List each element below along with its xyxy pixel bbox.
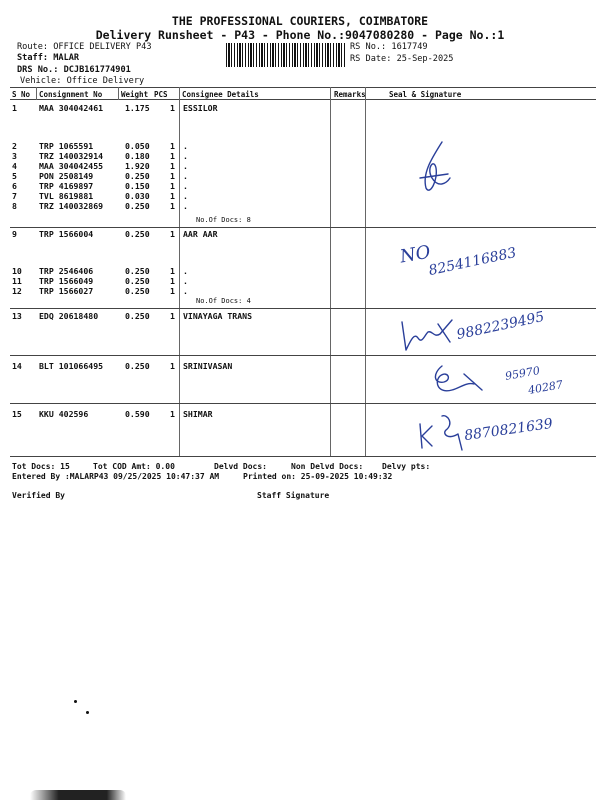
cell-name: . — [183, 201, 188, 211]
rs-number: RS No.: 1617749 — [350, 42, 428, 52]
cell-pcs: 1 — [170, 161, 175, 171]
cell-name: VINAYAGA TRANS — [183, 311, 253, 321]
cell-pcs: 1 — [170, 266, 175, 276]
cell-sno: 8 — [12, 201, 17, 211]
divider — [365, 87, 366, 457]
cell-wt: 1.920 — [125, 161, 150, 171]
entered-by: Entered By :MALARP43 09/25/2025 10:47:37 AM — [12, 472, 220, 481]
cell-sno: 5 — [12, 171, 17, 181]
cell-pcs: 1 — [170, 276, 175, 286]
cell-name: . — [183, 181, 188, 191]
cell-sno: 7 — [12, 191, 17, 201]
signature-1 — [412, 138, 462, 198]
cell-name: . — [183, 266, 188, 276]
vehicle-label: Vehicle: Office Delivery — [20, 76, 145, 86]
cell-pcs: 1 — [170, 409, 175, 419]
cell-cons: KKU 402596 — [39, 409, 89, 419]
scan-speck — [86, 711, 89, 714]
cell-name: . — [183, 171, 188, 181]
staff-label: Staff: MALAR — [17, 53, 80, 63]
cell-sno: 13 — [12, 311, 22, 321]
cell-pcs: 1 — [170, 286, 175, 296]
cell-cons: EDQ 20618480 — [39, 311, 99, 321]
cell-cons: TRZ 140032914 — [39, 151, 104, 161]
cell-pcs: 1 — [170, 141, 175, 151]
cell-sno: 6 — [12, 181, 17, 191]
col-pcs: PCS — [154, 90, 168, 99]
printed-on: Printed on: 25-09-2025 10:49:32 — [243, 472, 393, 481]
cell-cons: MAA 304042461 — [39, 103, 104, 113]
non-delivered-docs: Non Delvd Docs: — [291, 462, 364, 471]
cell-cons: BLT 101066495 — [39, 361, 104, 371]
route-label: Route: OFFICE DELIVERY P43 — [17, 42, 152, 52]
cell-wt: 0.250 — [125, 286, 150, 296]
cell-sno: 2 — [12, 141, 17, 151]
cell-sno: 12 — [12, 286, 22, 296]
col-seal: Seal & Signature — [389, 90, 462, 99]
company-name: THE PROFESSIONAL COURIERS, COIMBATORE — [171, 14, 429, 28]
divider — [36, 87, 37, 100]
cell-pcs: 1 — [170, 151, 175, 161]
cell-wt: 0.590 — [125, 409, 150, 419]
cell-wt: 0.030 — [125, 191, 150, 201]
group-separator — [10, 355, 596, 356]
cell-name: . — [183, 161, 188, 171]
col-weight: Weight — [121, 90, 149, 99]
cell-cons: TRP 1566027 — [39, 286, 94, 296]
cell-cons: TVL 8619881 — [39, 191, 94, 201]
col-remarks: Remarks — [334, 90, 366, 99]
cell-pcs: 1 — [170, 191, 175, 201]
cell-sno: 9 — [12, 229, 17, 239]
total-docs: Tot Docs: 15 — [12, 462, 70, 471]
divider — [118, 87, 119, 100]
col-sno: S No — [12, 90, 31, 99]
drs-number: DRS No.: DCJB161774901 — [17, 65, 131, 75]
group-docs-count: No.Of Docs: 4 — [196, 297, 251, 305]
cell-wt: 0.250 — [125, 266, 150, 276]
cell-cons: TRP 2546406 — [39, 266, 94, 276]
cell-cons: MAA 304042455 — [39, 161, 104, 171]
cell-pcs: 1 — [170, 103, 175, 113]
cell-name: . — [183, 141, 188, 151]
verified-by: Verified By — [12, 491, 65, 500]
col-consignment: Consignment No — [39, 90, 103, 99]
cell-wt: 0.250 — [125, 201, 150, 211]
cell-cons: TRZ 140032869 — [39, 201, 104, 211]
rs-date: RS Date: 25-Sep-2025 — [350, 54, 454, 64]
cell-cons: TRP 1566049 — [39, 276, 94, 286]
cell-sno: 15 — [12, 409, 22, 419]
cell-name: SRINIVASAN — [183, 361, 233, 371]
cell-wt: 0.180 — [125, 151, 150, 161]
table-bottom-border — [10, 456, 596, 457]
cell-cons: TRP 4169897 — [39, 181, 94, 191]
group-separator — [10, 227, 596, 228]
cell-pcs: 1 — [170, 171, 175, 181]
cell-cons: TRP 1065591 — [39, 141, 94, 151]
cell-wt: 0.250 — [125, 276, 150, 286]
cell-wt: 0.250 — [125, 229, 150, 239]
group-separator — [10, 308, 596, 309]
cell-name: . — [183, 286, 188, 296]
cell-sno: 1 — [12, 103, 17, 113]
cell-name: SHIMAR — [183, 409, 213, 419]
cell-wt: 1.175 — [125, 103, 150, 113]
cell-wt: 0.250 — [125, 311, 150, 321]
barcode — [226, 43, 346, 67]
cell-name: ESSILOR — [183, 103, 218, 113]
scan-edge-shadow — [30, 790, 126, 800]
cell-wt: 0.250 — [125, 171, 150, 181]
cell-pcs: 1 — [170, 311, 175, 321]
cell-sno: 3 — [12, 151, 17, 161]
col-consignee: Consignee Details — [182, 90, 259, 99]
cell-sno: 4 — [12, 161, 17, 171]
cell-sno: 10 — [12, 266, 22, 276]
cell-pcs: 1 — [170, 229, 175, 239]
total-cod: Tot COD Amt: 0.00 — [93, 462, 175, 471]
cell-cons: TRP 1566004 — [39, 229, 94, 239]
cell-sno: 14 — [12, 361, 22, 371]
cell-name: AAR AAR — [183, 229, 218, 239]
cell-cons: PON 2508149 — [39, 171, 94, 181]
cell-name: . — [183, 151, 188, 161]
group-separator — [10, 403, 596, 404]
cell-sno: 11 — [12, 276, 22, 286]
cell-name: . — [183, 276, 188, 286]
scan-speck — [74, 700, 77, 703]
cell-wt: 0.250 — [125, 361, 150, 371]
table-top-border — [10, 87, 596, 88]
cell-pcs: 1 — [170, 181, 175, 191]
cell-name: . — [183, 191, 188, 201]
staff-signature: Staff Signature — [257, 491, 330, 500]
cell-wt: 0.050 — [125, 141, 150, 151]
cell-pcs: 1 — [170, 201, 175, 211]
header-bottom-border — [10, 99, 596, 100]
runsheet-subtitle: Delivery Runsheet - P43 - Phone No.:9047080280 - Page No.:1 — [95, 28, 505, 42]
cell-pcs: 1 — [170, 361, 175, 371]
delivery-points: Delvy pts: — [382, 462, 431, 471]
cell-wt: 0.150 — [125, 181, 150, 191]
divider — [330, 87, 331, 457]
group-docs-count: No.Of Docs: 8 — [196, 216, 251, 224]
delivered-docs: Delvd Docs: — [214, 462, 267, 471]
